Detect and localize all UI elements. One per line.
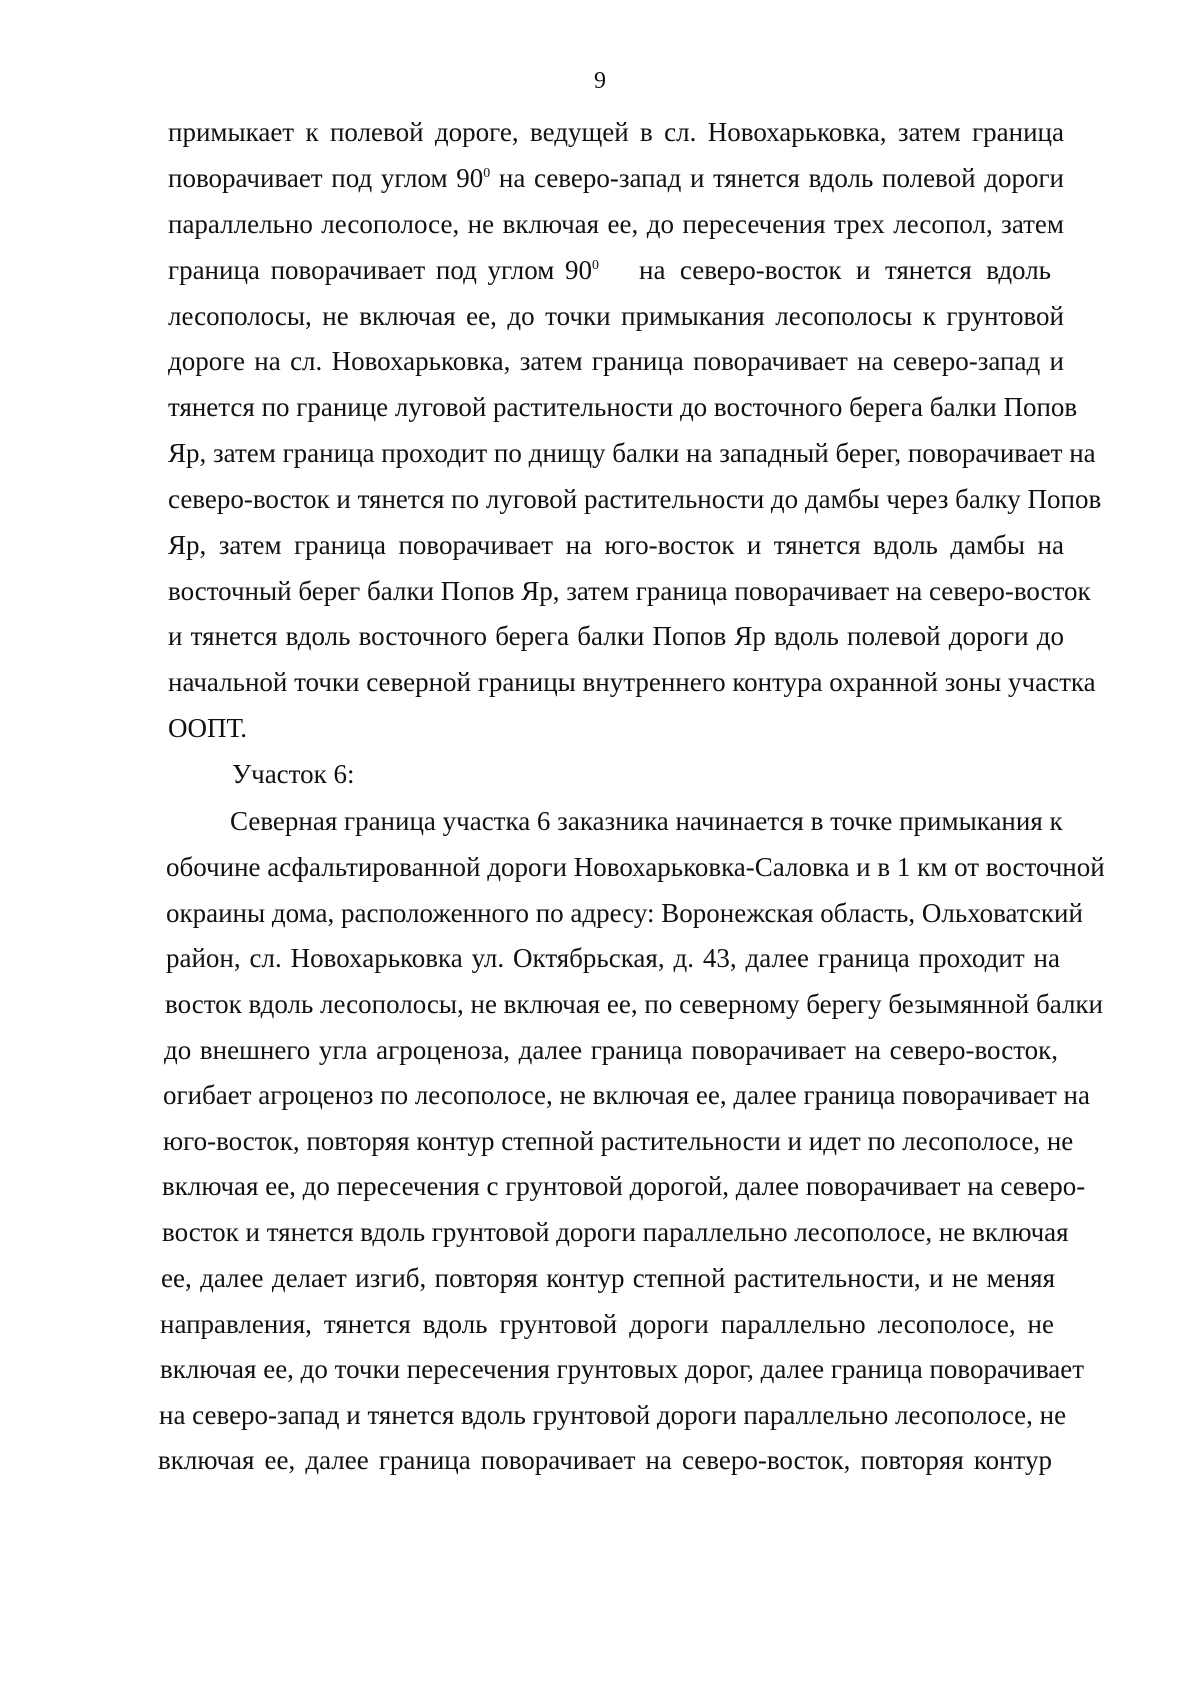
text-line: параллельно лесополосе, не включая ее, до пересечения трех лесопол, затем [168, 209, 1064, 239]
text-line: район, сл. Новохарьковка ул. Октябрьская, д. 43, далее граница проходит на [166, 943, 1060, 973]
text-line: на северо-запад и тянется вдоль грунтовой дороги параллельно лесополосе, не [159, 1400, 1067, 1430]
text-line [168, 252, 1064, 288]
text-line: включая ее, до точки пересечения грунтовых дорог, далее граница поворачивает [160, 1354, 1085, 1384]
text-line: дороге на сл. Новохарьковка, затем граница поворачивает на северо-запад и [168, 346, 1064, 376]
text-line: восточный берег балки Попов Яр, затем граница поворачивает на северо-восток [168, 576, 1091, 606]
text-line: до внешнего угла агроценоза, далее граница поворачивает на северо-восток, [164, 1035, 1058, 1065]
text-line: ООПТ. [168, 713, 248, 743]
text-line: восток вдоль лесополосы, не включая ее, по северному берегу безымянной балки [165, 989, 1103, 1019]
text-fragment: на северо-восток и тянется вдоль [639, 255, 1051, 285]
text-line: направления, тянется вдоль грунтовой дороги параллельно лесополосе, не [160, 1309, 1054, 1339]
degree-superscript: 0 [483, 166, 491, 181]
text-line: восток и тянется вдоль грунтовой дороги параллельно лесополосе, не включая [162, 1217, 1069, 1247]
text-line: юго-восток, повторяя контур степной растительности и идет по лесополосе, не [163, 1126, 1074, 1156]
degree-superscript: 0 [592, 258, 599, 273]
text-fragment: на северо-запад и тянется вдоль полевой дороги [490, 163, 1064, 193]
text-line: ее, далее делает изгиб, повторяя контур степной растительности, и не меняя [161, 1263, 1055, 1293]
text-line: лесополосы, не включая ее, до точки примыкания лесополосы к грунтовой [168, 301, 1064, 331]
text-line: северо-восток и тянется по луговой растительности до дамбы через балку Попов [168, 484, 1102, 514]
text-line: окраины дома, расположенного по адресу: Воронежская область, Ольховатский [166, 898, 1083, 928]
text-line [168, 160, 1064, 196]
text-fragment: поворачивает под углом 90 [168, 163, 484, 193]
page-number: 9 [594, 68, 606, 94]
section-heading: Участок 6: [232, 759, 355, 789]
text-fragment: граница поворачивает под углом 90 [168, 255, 592, 285]
text-line: начальной точки северной границы внутреннего контура охранной зоны участка [168, 667, 1096, 697]
text-line: включая ее, далее граница поворачивает на северо-восток, повторяя контур [158, 1445, 1052, 1475]
text-line: Северная граница участка 6 заказника начинается в точке примыкания к [230, 806, 1063, 836]
text-line: Яр, затем граница поворачивает на юго-восток и тянется вдоль дамбы на [168, 530, 1064, 560]
text-line: Яр, затем граница проходит по днищу балки на западный берег, поворачивает на [168, 438, 1096, 468]
text-line: обочине асфальтированной дороги Новохарьковка-Саловка и в 1 км от восточной [166, 852, 1105, 882]
text-line: тянется по границе луговой растительности до восточного берега балки Попов [168, 392, 1078, 422]
text-line: и тянется вдоль восточного берега балки Попов Яр вдоль полевой дороги до [168, 621, 1064, 651]
text-line: примыкает к полевой дороге, ведущей в сл. Новохарьковка, затем граница [168, 117, 1064, 147]
text-line: включая ее, до пересечения с грунтовой дорогой, далее поворачивает на северо- [162, 1171, 1086, 1201]
text-line: огибает агроценоз по лесополосе, не включая ее, далее граница поворачивает на [163, 1080, 1090, 1110]
